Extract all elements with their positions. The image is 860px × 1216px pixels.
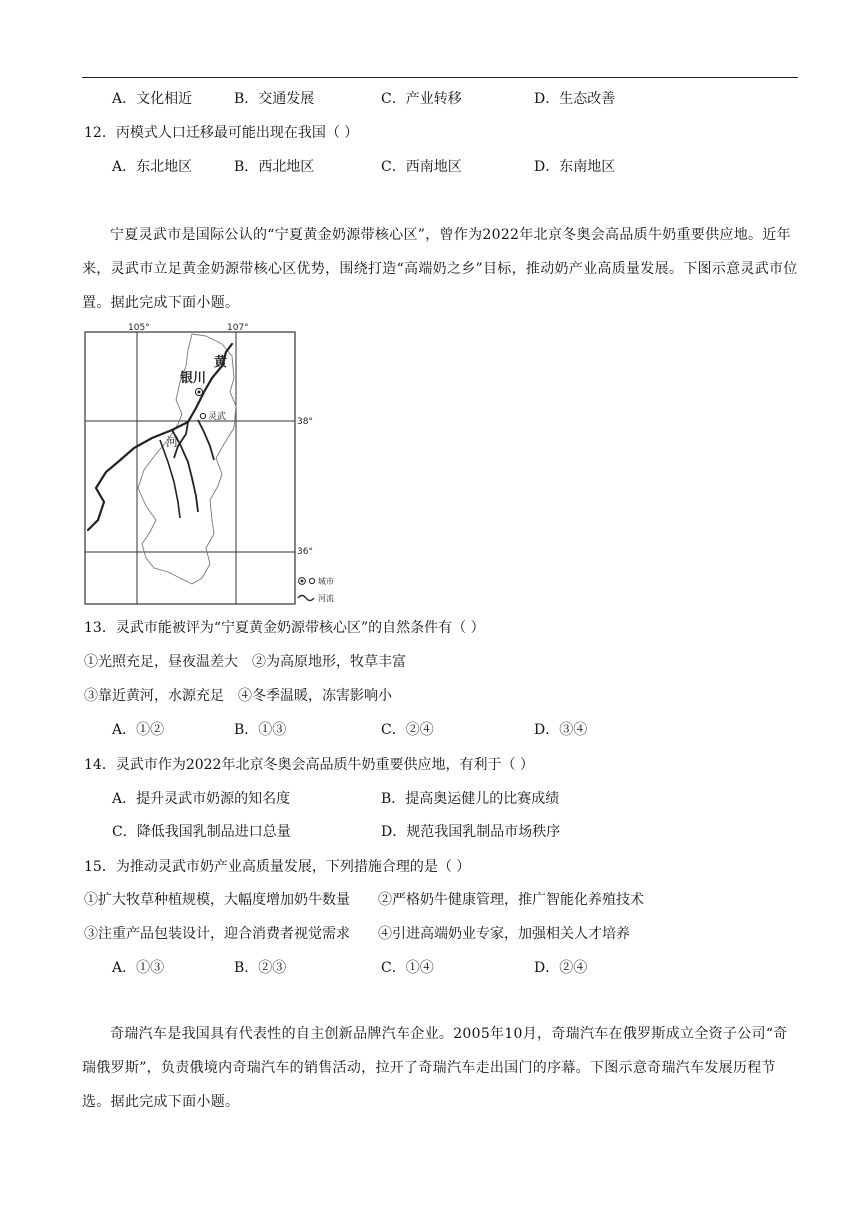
- q13-statements-1: ①光照充足，昼夜温差大 ②为高原地形，牧草丰富: [84, 654, 406, 670]
- q11-option-b[interactable]: B．交通发展: [234, 91, 315, 107]
- lat-36-label: 36°: [297, 547, 313, 557]
- q13-statements-2: ③靠近黄河，水源充足 ④冬季温暖，冻害影响小: [84, 688, 392, 704]
- lat-38-label: 38°: [297, 417, 313, 427]
- q11-option-c[interactable]: C．产业转移: [381, 91, 462, 107]
- passage-chery: 奇瑞汽车是我国具有代表性的自主创新品牌汽车企业。2005年10月，奇瑞汽车在俄罗斯成立全资子公司“奇瑞俄罗斯”，负责俄境内奇瑞汽车的销售活动，拉开了奇瑞汽车走出国门的序幕。下图示意奇瑞汽车发展历程节选。据此完成下面小题。: [82, 1026, 788, 1110]
- q15-option-b[interactable]: B．②③: [234, 960, 287, 976]
- q11-option-a[interactable]: A．文化相近: [112, 91, 193, 107]
- city-label-lingwu: 灵武: [208, 412, 227, 422]
- q14-option-c[interactable]: C．降低我国乳制品进口总量: [112, 824, 291, 840]
- river-label-huang: 黄: [214, 355, 228, 370]
- q12-option-d[interactable]: D．东南地区: [534, 159, 616, 175]
- q11-option-d[interactable]: D．生态改善: [534, 91, 616, 107]
- passage-lingwu: 宁夏灵武市是国际公认的“宁夏黄金奶源带核心区”，曾作为2022年北京冬奥会高品质牛奶重要供应地。近年来，灵武市立足黄金奶源带核心区优势，围绕打造“高端奶之乡”目标，推动奶产业高质量发展。下图示意灵武市位置。据此完成下面小题。: [82, 227, 798, 311]
- legend-river-symbol: [298, 596, 314, 601]
- river-branch-3: [198, 420, 214, 460]
- q15-option-a[interactable]: A．①③: [112, 960, 165, 976]
- q15-stem: 15．为推动灵武市奶产业高质量发展，下列措施合理的是（ ）: [84, 859, 471, 875]
- lon-107-label: 107°: [227, 323, 249, 333]
- river-label-he: 河: [166, 435, 179, 449]
- q15-statements-1: ①扩大牧草种植规模，大幅度增加奶牛数量 ②严格奶牛健康管理，推广智能化养殖技术: [84, 892, 644, 908]
- q12-option-b[interactable]: B．西北地区: [234, 159, 315, 175]
- lon-105-label: 105°: [128, 323, 150, 333]
- city-label-yinchuan: 银川: [180, 371, 207, 386]
- q13-stem: 13．灵武市能被评为“宁夏黄金奶源带核心区”的自然条件有（ ）: [84, 620, 485, 636]
- legend-city-symbol-2: [309, 578, 314, 583]
- q14-option-b[interactable]: B．提高奥运健儿的比赛成绩: [381, 791, 560, 807]
- q13-option-c[interactable]: C．②④: [381, 722, 434, 738]
- q14-option-d[interactable]: D．规范我国乳制品市场秩序: [381, 824, 561, 840]
- q13-option-a[interactable]: A．①②: [112, 722, 165, 738]
- q12-option-c[interactable]: C．西南地区: [381, 159, 462, 175]
- lingwu-city-symbol: [200, 413, 205, 418]
- q12-stem: 12．丙模式人口迁移最可能出现在我国（ ）: [84, 125, 359, 141]
- q13-option-d[interactable]: D．③④: [534, 722, 588, 738]
- q15-option-d[interactable]: D．②④: [534, 960, 588, 976]
- q13-option-b[interactable]: B．①③: [234, 722, 287, 738]
- lingwu-location-map: [84, 322, 334, 608]
- q14-option-a[interactable]: A．提升灵武市奶源的知名度: [112, 791, 291, 807]
- legend-river-label: 河流: [318, 594, 334, 603]
- q15-option-c[interactable]: C．①④: [381, 960, 434, 976]
- header-rule: [82, 77, 798, 78]
- q15-statements-2: ③注重产品包装设计，迎合消费者视觉需求 ④引进高端奶业专家，加强相关人才培养: [84, 926, 630, 942]
- legend-city-label: 城市: [318, 577, 334, 586]
- q12-option-a[interactable]: A．东北地区: [112, 159, 193, 175]
- q14-stem: 14．灵武市作为2022年北京冬奥会高品质牛奶重要供应地，有利于（ ）: [84, 757, 534, 773]
